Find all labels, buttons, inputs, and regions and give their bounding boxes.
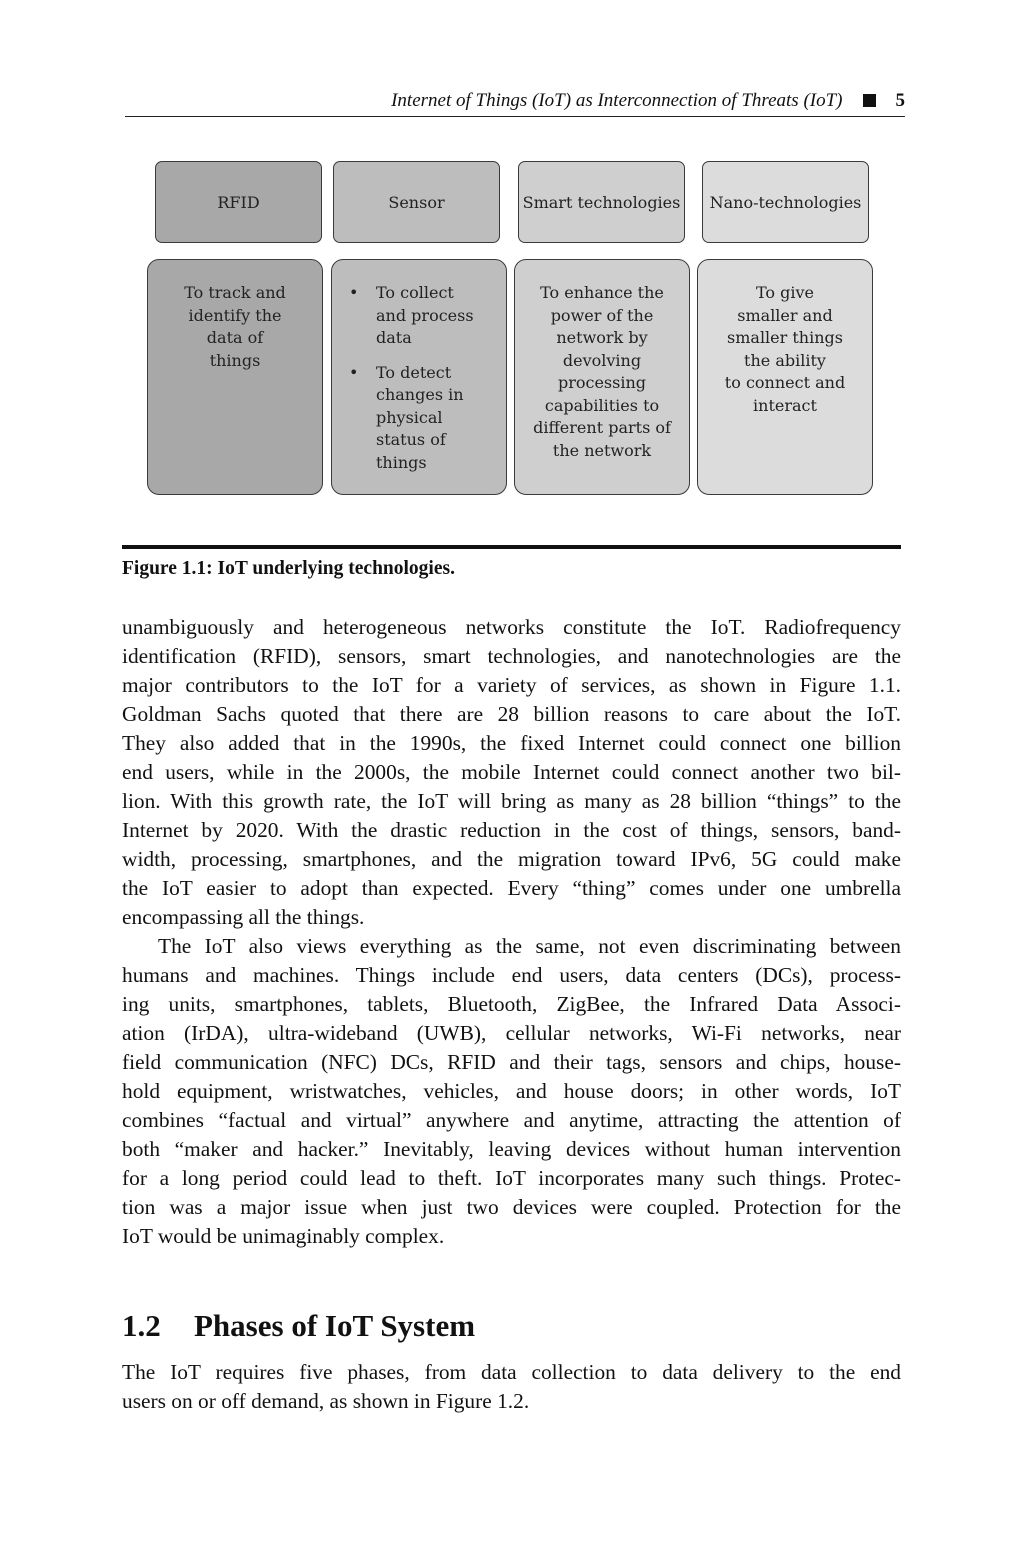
text-line: ing units, smartphones, tablets, Bluetooth, ZigBee, the Infrared Data Associ- [122,992,901,1016]
text-line: field communication (NFC) DCs, RFID and their tags, sensors and chips, house- [122,1050,901,1074]
figure-desc-line: the network [552,440,652,460]
paragraph-3 [122,1358,901,1416]
figure-desc-line: To track and [184,283,286,302]
figure-heading-box-nano-technologies [702,161,869,243]
bullet-dot-icon: • [349,362,359,382]
figure-desc-line: things [376,452,427,472]
text-line: encompassing all the things. [122,905,365,929]
text-line: end users, while in the 2000s, the mobile Internet could connect another two bil- [122,760,901,784]
figure-desc-line: smaller things [727,328,843,347]
text-line: width, processing, smartphones, and the migration toward IPv6, 5G could make [122,847,901,871]
figure-desc-line: capabilities to [544,395,660,415]
figure-desc-line: To detect [376,362,452,382]
text-line: Internet by 2020. With the drastic reduction in the cost of things, sensors, band- [122,818,901,842]
section-title: Phases of IoT System [194,1308,476,1343]
figure-desc-box-nano-technologies [697,259,873,495]
bullet-dot-icon: • [349,283,359,302]
figure-iot-technologies [0,0,1024,600]
text-line: for a long period could lead to theft. IoT incorporates many such things. Protec- [122,1166,901,1190]
text-line: major contributors to the IoT for a variety of services, as shown in Figure 1.1. [122,673,901,697]
figure-desc-line: changes in [376,385,464,404]
text-line: IoT would be unimaginably complex. [122,1224,445,1248]
figure-desc-line: status of [376,430,446,449]
section-heading [122,1306,475,1346]
running-title: Internet of Things (IoT) as Interconnection of Threats (IoT) [391,90,843,111]
figure-heading-label: Sensor [388,192,445,212]
figure-desc-line: to connect and [724,373,846,392]
text-line: combines “factual and virtual” anywhere and anytime, attracting the attention of [122,1108,901,1132]
page-number: 5 [895,90,905,111]
sensor-bullet-list [346,282,506,474]
text-line: They also added that in the 1990s, the fixed Internet could connect one billion [122,731,901,755]
figure-heading-label: Smart technologies [522,192,681,212]
section-number: 1.2 [122,1308,161,1343]
text-line: identification (RFID), sensors, smart technologies, and nanotechnologies are the [122,644,901,668]
text-line: unambiguously and heterogeneous networks constitute the IoT. Radiofrequency [122,615,901,639]
figure-desc-line: things [209,350,261,370]
figure-desc-line: smaller and [737,305,833,325]
figure-desc-line: and process [376,305,474,325]
figure-desc-line: To give [755,283,814,302]
figure-desc-line: physical [376,407,443,427]
figure-heading-label: Nano-technologies [709,192,862,212]
figure-heading-box-sensor [333,161,500,243]
figure-desc-box-rfid [147,259,323,495]
figure-desc-box-sensor [331,259,507,495]
text-line: tion was a major issue when just two devices were coupled. Protection for the [122,1195,901,1219]
figure-heading-box-rfid [155,161,322,243]
figure-desc-line: data [376,328,412,347]
paragraph-1 [122,613,901,932]
text-line: ation (IrDA), ultra-wideband (UWB), cellular networks, Wi-Fi networks, near [122,1021,901,1045]
figure-desc-line: data of [206,328,264,347]
figure-desc-line: processing [557,373,647,392]
text-line: Goldman Sachs quoted that there are 28 billion reasons to care about the IoT. [122,702,901,726]
figure-desc-line: To collect [376,283,454,302]
figure-heading-label: RFID [217,192,260,212]
figure-desc-line: different parts of [533,418,671,437]
text-line: both “maker and hacker.” Inevitably, leaving devices without human intervention [122,1137,901,1161]
text-line: lion. With this growth rate, the IoT will bring as many as 28 billion “things” to the [122,789,901,813]
text-line: hold equipment, wristwatches, vehicles, and house doors; in other words, IoT [122,1079,901,1103]
text-line: The IoT also views everything as the same, not even discriminating between [158,934,901,958]
text-line: the IoT easier to adopt than expected. Every “thing” comes under one umbrella [122,876,901,900]
figure-desc-line: power of the [550,305,654,325]
figure-desc-box-smart-technologies [514,259,690,495]
text-line: The IoT requires five phases, from data collection to data delivery to the end [122,1360,901,1384]
figure-heading-box-smart-technologies [518,161,685,243]
bullet-item [346,362,506,475]
figure-desc-line: To enhance the [540,283,664,302]
figure-desc-line: identify the [188,305,282,325]
paragraph-2 [122,932,901,1251]
figure-desc-line: the ability [744,350,826,370]
figure-desc-line: network by [556,328,648,347]
figure-caption: Figure 1.1: IoT underlying technologies. [122,558,455,579]
bullet-item [346,282,506,350]
figure-rule [122,545,901,549]
text-line: users on or off demand, as shown in Figure 1.2. [122,1389,530,1413]
text-line: humans and machines. Things include end users, data centers (DCs), process- [122,963,901,987]
figure-desc-line: devolving [562,350,642,370]
figure-desc-line: interact [753,395,817,415]
